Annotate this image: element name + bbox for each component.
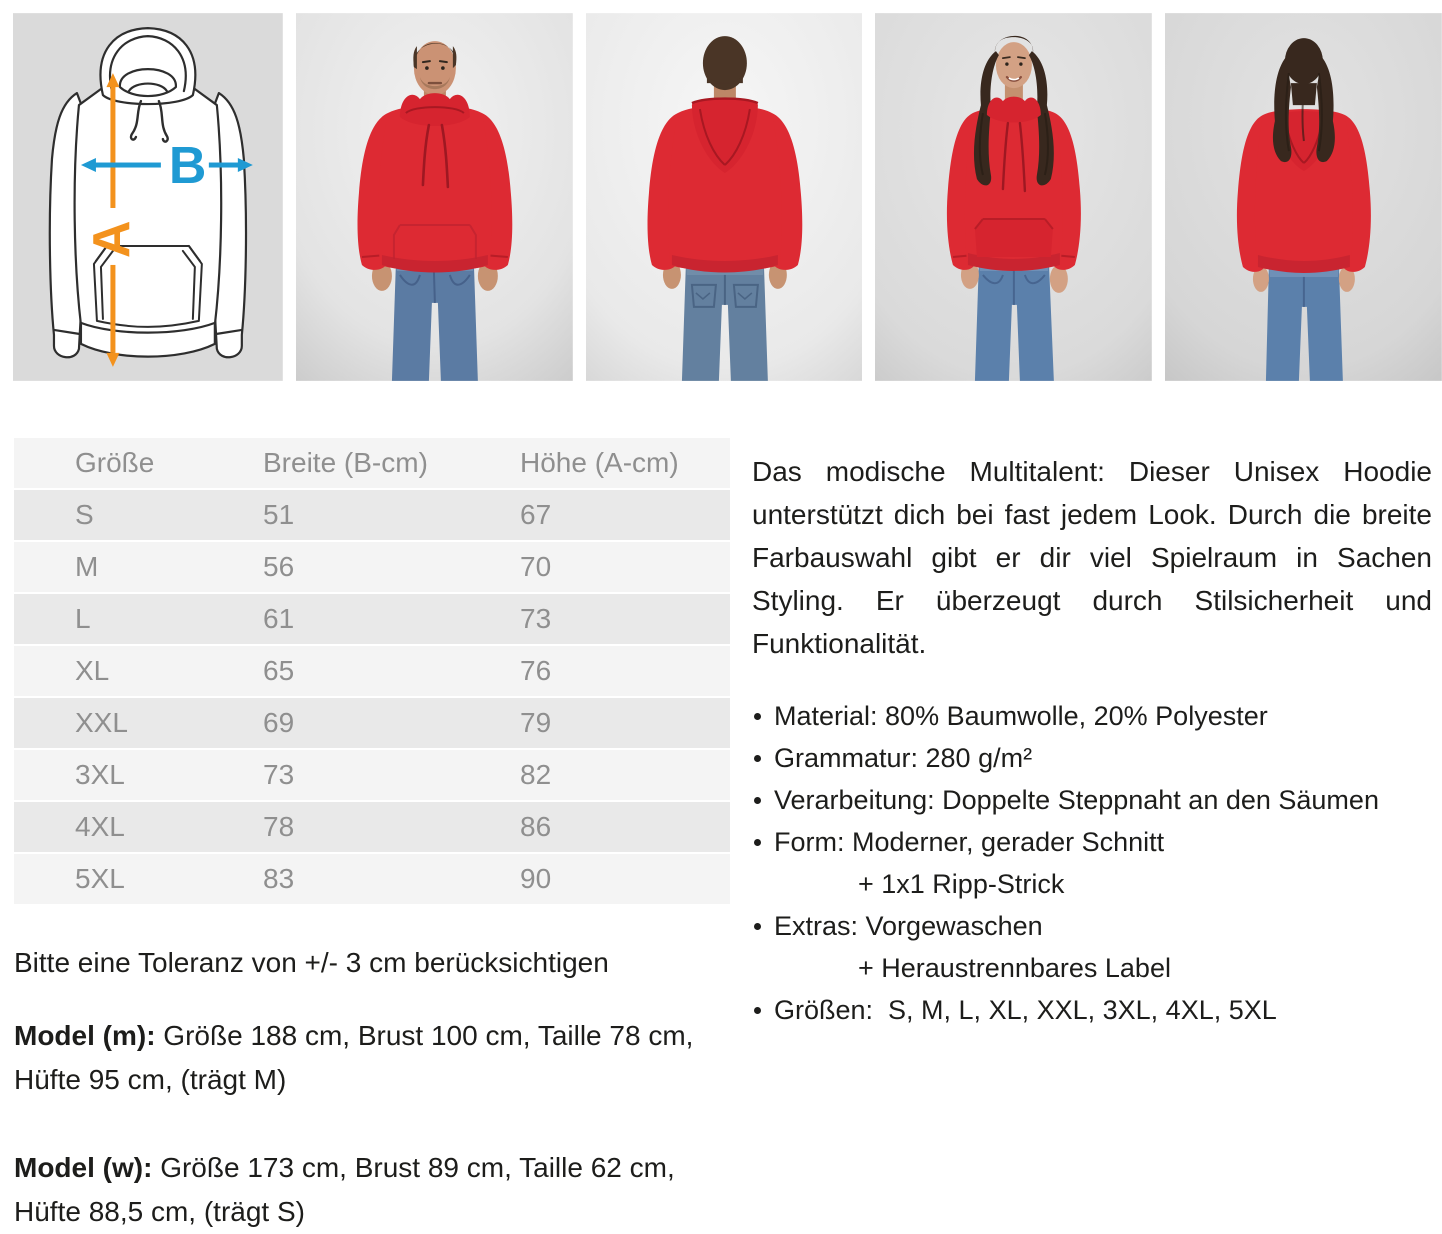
table-row-xxl bbox=[14, 698, 730, 748]
col-header-breite: Breite (B-cm) bbox=[263, 447, 428, 478]
bullet-icon bbox=[754, 1007, 761, 1014]
hoehe-cell: 73 bbox=[520, 603, 552, 634]
size-table-header-row bbox=[14, 438, 730, 488]
hoehe-cell: 67 bbox=[520, 499, 552, 530]
bullet-icon bbox=[754, 713, 761, 720]
hoehe-cell: 90 bbox=[520, 863, 552, 894]
size-diagram bbox=[13, 13, 283, 381]
bullet-icon bbox=[754, 839, 761, 846]
table-row-3xl bbox=[14, 750, 730, 800]
male-back-illustration bbox=[586, 13, 863, 381]
photo-female-back bbox=[1165, 13, 1442, 381]
feature-material bbox=[752, 695, 1432, 737]
size-table bbox=[14, 438, 730, 904]
description-column bbox=[752, 450, 1432, 1031]
size-cell: S bbox=[75, 499, 94, 530]
model-w-info bbox=[14, 1146, 714, 1234]
size-cell: 4XL bbox=[75, 811, 125, 842]
breite-cell: 51 bbox=[263, 499, 295, 530]
feature-groessen bbox=[752, 989, 1432, 1031]
size-cell: XL bbox=[75, 655, 110, 686]
col-header-groesse: Größe bbox=[75, 447, 155, 478]
bullet-icon bbox=[754, 797, 761, 804]
feature-extras-sub bbox=[752, 947, 1432, 989]
feature-text: Grammatur: 280 g/m² bbox=[774, 743, 1033, 773]
feature-form-sub bbox=[752, 863, 1432, 905]
col-header-hoehe: Höhe (A-cm) bbox=[520, 447, 679, 478]
bullet-icon bbox=[754, 923, 761, 930]
table-row-l bbox=[14, 594, 730, 644]
hoehe-cell: 79 bbox=[520, 707, 552, 738]
table-row-4xl bbox=[14, 802, 730, 852]
breite-cell: 56 bbox=[263, 551, 295, 582]
breite-cell: 65 bbox=[263, 655, 295, 686]
hoodie-measurement-drawing bbox=[13, 13, 283, 381]
size-cell: 3XL bbox=[75, 759, 125, 790]
model-w-label: Model (w): bbox=[14, 1152, 153, 1183]
table-row-s bbox=[14, 490, 730, 540]
photo-female-front bbox=[875, 13, 1152, 381]
photo-male-front bbox=[296, 13, 573, 381]
breite-cell: 69 bbox=[263, 707, 295, 738]
tolerance-note: Bitte eine Toleranz von +/- 3 cm berücksichtigen bbox=[14, 947, 609, 978]
table-row-5xl bbox=[14, 854, 730, 904]
feature-extras bbox=[752, 905, 1432, 947]
table-row-xl bbox=[14, 646, 730, 696]
bullet-icon bbox=[754, 755, 761, 762]
size-info-column bbox=[14, 438, 730, 1234]
size-cell: 5XL bbox=[75, 863, 125, 894]
model-m-label: Model (m): bbox=[14, 1020, 156, 1051]
feature-sub-text: + Heraustrennbares Label bbox=[858, 953, 1171, 983]
table-row-m bbox=[14, 542, 730, 592]
breite-cell: 83 bbox=[263, 863, 295, 894]
product-gallery bbox=[13, 13, 1442, 381]
label-a: A bbox=[82, 220, 141, 258]
label-b: B bbox=[168, 137, 207, 196]
size-cell: M bbox=[75, 551, 99, 582]
female-back-illustration bbox=[1165, 13, 1442, 381]
feature-sub-text: + 1x1 Ripp-Strick bbox=[858, 869, 1065, 899]
breite-cell: 61 bbox=[263, 603, 295, 634]
male-front-illustration bbox=[296, 13, 573, 381]
hoehe-cell: 76 bbox=[520, 655, 552, 686]
model-m-text: Größe 188 cm, Brust 100 cm, Taille 78 cm, Hüfte 95 cm, (trägt M) bbox=[14, 1020, 694, 1095]
feature-text: Material: 80% Baumwolle, 20% Polyester bbox=[774, 701, 1268, 731]
feature-grammatur bbox=[752, 737, 1432, 779]
feature-list bbox=[752, 695, 1432, 1031]
feature-text: Verarbeitung: Doppelte Steppnaht an den Säumen bbox=[774, 785, 1379, 815]
feature-text: Größen: S, M, L, XL, XXL, 3XL, 4XL, 5XL bbox=[774, 995, 1277, 1025]
feature-verarbeitung bbox=[752, 779, 1432, 821]
model-m-info bbox=[14, 1014, 714, 1102]
hoehe-cell: 82 bbox=[520, 759, 552, 790]
feature-form bbox=[752, 821, 1432, 863]
hoehe-cell: 70 bbox=[520, 551, 552, 582]
breite-cell: 78 bbox=[263, 811, 295, 842]
size-cell: L bbox=[75, 603, 91, 634]
female-front-illustration bbox=[875, 13, 1152, 381]
size-cell: XXL bbox=[75, 707, 128, 738]
hoehe-cell: 86 bbox=[520, 811, 552, 842]
photo-male-back bbox=[586, 13, 863, 381]
breite-cell: 73 bbox=[263, 759, 295, 790]
feature-text: Form: Moderner, gerader Schnitt bbox=[774, 827, 1165, 857]
model-w-text: Größe 173 cm, Brust 89 cm, Taille 62 cm, Hüfte 88,5 cm, (trägt S) bbox=[14, 1152, 675, 1227]
product-description: Das modische Multitalent: Dieser Unisex Hoodie unterstützt dich bei fast jedem Look. Durch die breite Farbauswahl gibt er dir viel Spielraum in Sachen Styling. Er überzeugt durch Stilsicherheit und Funktionalität. bbox=[752, 456, 1432, 659]
feature-text: Extras: Vorgewaschen bbox=[774, 911, 1043, 941]
